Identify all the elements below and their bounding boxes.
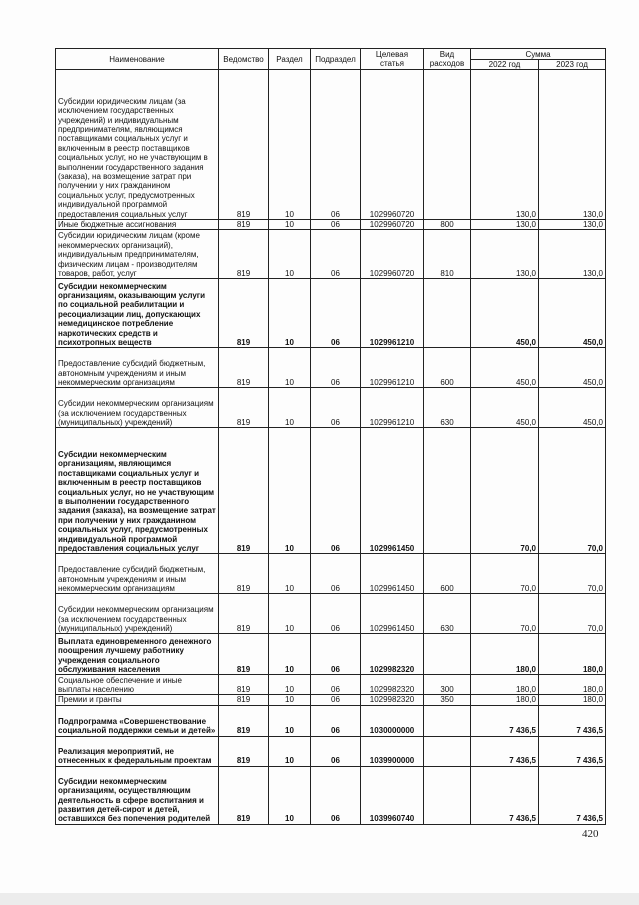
cell-section: 10 xyxy=(269,695,311,705)
page-number: 420 xyxy=(582,828,599,840)
cell-subsection: 06 xyxy=(311,634,361,675)
cell-section: 10 xyxy=(269,554,311,594)
cell-target: 1029961450 xyxy=(361,428,424,554)
cell-2022: 130,0 xyxy=(471,220,539,230)
cell-dept: 819 xyxy=(219,766,269,824)
cell-exp xyxy=(424,634,471,675)
header-2022: 2022 год xyxy=(471,60,539,70)
header-subsection: Подраздел xyxy=(311,49,361,70)
table-header xyxy=(56,49,606,70)
cell-2022: 7 436,5 xyxy=(471,736,539,766)
table-row xyxy=(56,230,606,279)
cell-name: Премии и гранты xyxy=(56,695,219,705)
cell-2022: 450,0 xyxy=(471,388,539,428)
table-row xyxy=(56,705,606,736)
cell-subsection: 06 xyxy=(311,70,361,220)
cell-section: 10 xyxy=(269,348,311,388)
cell-target: 1039900000 xyxy=(361,736,424,766)
cell-exp: 800 xyxy=(424,220,471,230)
cell-2023: 7 436,5 xyxy=(539,705,606,736)
cell-subsection: 06 xyxy=(311,230,361,279)
cell-2022: 7 436,5 xyxy=(471,705,539,736)
cell-exp: 630 xyxy=(424,388,471,428)
cell-dept: 819 xyxy=(219,220,269,230)
cell-subsection: 06 xyxy=(311,766,361,824)
cell-2023: 7 436,5 xyxy=(539,766,606,824)
cell-2023: 180,0 xyxy=(539,675,606,695)
header-sum: Сумма xyxy=(471,49,606,60)
cell-exp: 300 xyxy=(424,675,471,695)
scan-bottom-edge xyxy=(0,893,639,905)
header-section: Раздел xyxy=(269,49,311,70)
cell-dept: 819 xyxy=(219,634,269,675)
table-row xyxy=(56,279,606,348)
cell-2023: 180,0 xyxy=(539,634,606,675)
cell-subsection: 06 xyxy=(311,388,361,428)
cell-subsection: 06 xyxy=(311,594,361,634)
cell-name: Выплата единовременного денежного поощрения лучшему работнику учреждения социального обслуживания населения xyxy=(56,634,219,675)
cell-section: 10 xyxy=(269,594,311,634)
cell-target: 1029960720 xyxy=(361,220,424,230)
cell-dept: 819 xyxy=(219,388,269,428)
cell-exp: 630 xyxy=(424,594,471,634)
cell-subsection: 06 xyxy=(311,348,361,388)
cell-exp xyxy=(424,428,471,554)
cell-target: 1029961450 xyxy=(361,554,424,594)
cell-2022: 130,0 xyxy=(471,70,539,220)
cell-name: Субсидии некоммерческим организациям, являющимся поставщиками социальных услуг и включенным в реестр поставщиков социальных услуг, но не участвующим в выполнении государственного задания (заказа), на возмещение затрат при получении у них гражданином социальных услуг, предусмотренных индивидуальной программой предоставления социальных услуг xyxy=(56,428,219,554)
table-row xyxy=(56,675,606,695)
cell-name: Субсидии некоммерческим организациям (за исключением государственных (муниципальных) учреждений) xyxy=(56,388,219,428)
cell-section: 10 xyxy=(269,675,311,695)
cell-subsection: 06 xyxy=(311,695,361,705)
cell-subsection: 06 xyxy=(311,736,361,766)
table-row xyxy=(56,594,606,634)
table-row xyxy=(56,736,606,766)
cell-dept: 819 xyxy=(219,705,269,736)
cell-exp: 600 xyxy=(424,554,471,594)
cell-target: 1029982320 xyxy=(361,634,424,675)
cell-name: Субсидии некоммерческим организациям, оказывающим услуги по социальной реабилитации и ресоциализации лиц, допускающих немедицинское потребление наркотических средств и психотропных веществ xyxy=(56,279,219,348)
cell-2023: 450,0 xyxy=(539,279,606,348)
cell-subsection: 06 xyxy=(311,554,361,594)
cell-target: 1029982320 xyxy=(361,675,424,695)
cell-name: Субсидии некоммерческим организациям, осуществляющим деятельность в сфере воспитания и развития детей-сирот и детей, оставшихся без попечения родителей xyxy=(56,766,219,824)
cell-dept: 819 xyxy=(219,70,269,220)
cell-dept: 819 xyxy=(219,736,269,766)
cell-section: 10 xyxy=(269,279,311,348)
cell-2023: 130,0 xyxy=(539,220,606,230)
table-row xyxy=(56,70,606,220)
cell-2023: 450,0 xyxy=(539,388,606,428)
cell-2022: 7 436,5 xyxy=(471,766,539,824)
cell-name: Реализация мероприятий, не отнесенных к федеральным проектам xyxy=(56,736,219,766)
cell-target: 1029961450 xyxy=(361,594,424,634)
cell-dept: 819 xyxy=(219,675,269,695)
cell-target: 1029960720 xyxy=(361,70,424,220)
cell-dept: 819 xyxy=(219,594,269,634)
cell-name: Иные бюджетные ассигнования xyxy=(56,220,219,230)
cell-2023: 180,0 xyxy=(539,695,606,705)
table-row xyxy=(56,554,606,594)
cell-2023: 70,0 xyxy=(539,594,606,634)
cell-2023: 450,0 xyxy=(539,348,606,388)
cell-exp xyxy=(424,736,471,766)
cell-2023: 130,0 xyxy=(539,230,606,279)
cell-2023: 70,0 xyxy=(539,428,606,554)
budget-table xyxy=(55,48,606,825)
header-name: Наименование xyxy=(56,49,219,70)
cell-2022: 180,0 xyxy=(471,675,539,695)
table-row xyxy=(56,348,606,388)
cell-target: 1029960720 xyxy=(361,230,424,279)
cell-subsection: 06 xyxy=(311,279,361,348)
cell-exp xyxy=(424,705,471,736)
cell-2022: 180,0 xyxy=(471,695,539,705)
cell-name: Предоставление субсидий бюджетным, автономным учреждениям и иным некоммерческим организациям xyxy=(56,554,219,594)
cell-name: Субсидии юридическим лицам (за исключением государственных учреждений) и индивидуальным предпринимателям, являющимся поставщиками социальных услуг и включенным в реестр поставщиков социальных услуг, но не участвующим в выполнении государственного задания (заказа), на возмещение затрат при получении у них гражданином социальных услуг, предусмотренных индивидуальной программой предоставления социальных услуг xyxy=(56,70,219,220)
cell-section: 10 xyxy=(269,388,311,428)
header-dept: Ведомство xyxy=(219,49,269,70)
cell-target: 1029961210 xyxy=(361,388,424,428)
cell-exp: 810 xyxy=(424,230,471,279)
cell-section: 10 xyxy=(269,766,311,824)
table-body xyxy=(56,70,606,825)
cell-subsection: 06 xyxy=(311,705,361,736)
cell-2022: 180,0 xyxy=(471,634,539,675)
cell-dept: 819 xyxy=(219,695,269,705)
header-2023: 2023 год xyxy=(539,60,606,70)
cell-section: 10 xyxy=(269,220,311,230)
cell-2022: 450,0 xyxy=(471,348,539,388)
table-row xyxy=(56,388,606,428)
cell-2022: 130,0 xyxy=(471,230,539,279)
cell-2022: 70,0 xyxy=(471,554,539,594)
table-row xyxy=(56,220,606,230)
header-exp-type: Вид расходов xyxy=(424,49,471,70)
cell-2023: 70,0 xyxy=(539,554,606,594)
cell-name: Подпрограмма «Совершенствование социальной поддержки семьи и детей» xyxy=(56,705,219,736)
cell-dept: 819 xyxy=(219,230,269,279)
cell-section: 10 xyxy=(269,428,311,554)
cell-name: Субсидии юридическим лицам (кроме некоммерческих организаций), индивидуальным предпринимателям, физическим лицам - производителям товаров, работ, услуг xyxy=(56,230,219,279)
cell-dept: 819 xyxy=(219,279,269,348)
cell-subsection: 06 xyxy=(311,675,361,695)
cell-name: Предоставление субсидий бюджетным, автономным учреждениям и иным некоммерческим организациям xyxy=(56,348,219,388)
cell-exp xyxy=(424,279,471,348)
cell-2023: 7 436,5 xyxy=(539,736,606,766)
header-target: Целевая статья xyxy=(361,49,424,70)
cell-target: 1029961210 xyxy=(361,279,424,348)
cell-section: 10 xyxy=(269,736,311,766)
cell-subsection: 06 xyxy=(311,220,361,230)
table-row xyxy=(56,695,606,705)
cell-dept: 819 xyxy=(219,348,269,388)
table-row xyxy=(56,428,606,554)
cell-dept: 819 xyxy=(219,428,269,554)
cell-name: Субсидии некоммерческим организациям (за исключением государственных (муниципальных) учреждений) xyxy=(56,594,219,634)
cell-2023: 130,0 xyxy=(539,70,606,220)
cell-2022: 450,0 xyxy=(471,279,539,348)
cell-target: 1030000000 xyxy=(361,705,424,736)
table-row xyxy=(56,634,606,675)
cell-target: 1029982320 xyxy=(361,695,424,705)
cell-exp: 600 xyxy=(424,348,471,388)
cell-subsection: 06 xyxy=(311,428,361,554)
cell-section: 10 xyxy=(269,70,311,220)
cell-2022: 70,0 xyxy=(471,594,539,634)
cell-exp xyxy=(424,70,471,220)
cell-section: 10 xyxy=(269,705,311,736)
cell-section: 10 xyxy=(269,634,311,675)
cell-exp: 350 xyxy=(424,695,471,705)
cell-dept: 819 xyxy=(219,554,269,594)
table-row xyxy=(56,766,606,824)
cell-exp xyxy=(424,766,471,824)
cell-2022: 70,0 xyxy=(471,428,539,554)
cell-target: 1029961210 xyxy=(361,348,424,388)
cell-target: 1039960740 xyxy=(361,766,424,824)
cell-section: 10 xyxy=(269,230,311,279)
cell-name: Социальное обеспечение и иные выплаты населению xyxy=(56,675,219,695)
